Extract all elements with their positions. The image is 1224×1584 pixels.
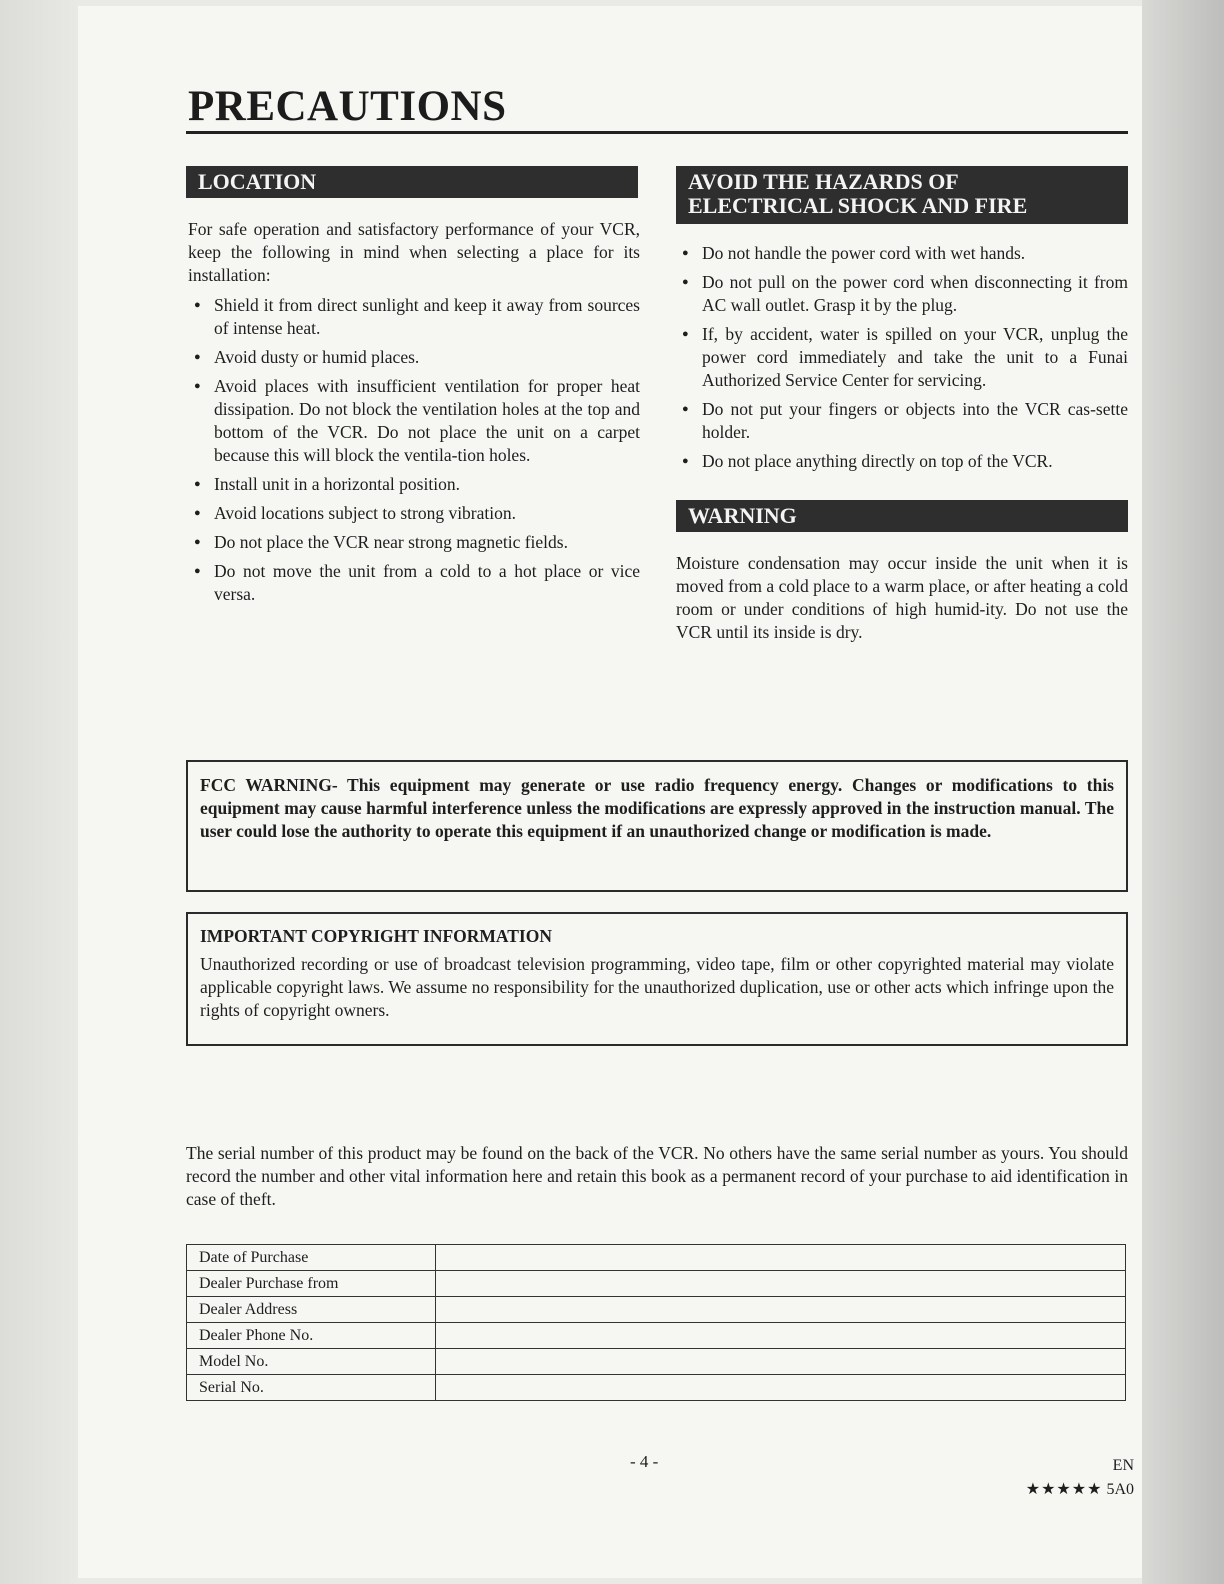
copyright-text: Unauthorized recording or use of broadcast television programming, video tape, film or other copyrighted material may violate applicable copyright laws. We assume no responsibility for the unauthorized duplication, use or other acts which infringe upon the rights of copyright owners. (200, 954, 1114, 1020)
location-heading-bar (186, 166, 638, 198)
table-cell-blank[interactable] (436, 1323, 1126, 1349)
list-item: ● Do not pull on the power cord when disconnecting it from AC wall outlet. Grasp it by the plug. (676, 271, 1128, 317)
location-list (188, 294, 640, 612)
warning-heading-bar (676, 500, 1128, 532)
table-cell-label: Date of Purchase (187, 1245, 436, 1271)
table-cell-blank[interactable] (436, 1297, 1126, 1323)
list-item: ● Do not place the VCR near strong magnetic fields. (188, 531, 640, 554)
corner-code (1026, 1454, 1134, 1502)
table-cell-label: Model No. (187, 1349, 436, 1375)
model-code: 5A0 (1106, 1481, 1134, 1498)
list-item: ● If, by accident, water is spilled on your VCR, unplug the power cord immediately and take the unit to a Funai Authorized Service Center for servicing. (676, 323, 1128, 392)
list-item: ● Do not move the unit from a cold to a hot place or vice versa. (188, 560, 640, 606)
table-cell-label: Dealer Purchase from (187, 1271, 436, 1297)
fcc-warning-box (186, 760, 1128, 892)
serial-note: The serial number of this product may be found on the back of the VCR. No others have the same serial number as yours. You should record the number and other vital information here and retain this book as a permanent record of your purchase to aid identification in case of theft. (186, 1143, 1128, 1209)
language-code: EN (1112, 1457, 1134, 1474)
list-item: ● Avoid locations subject to strong vibration. (188, 502, 640, 525)
fcc-warning-text: FCC WARNING- This equipment may generate or use radio frequency energy. Changes or modifications to this equipment may cause harmful interference unless the modifications are expressly approved in the instruction manual. The user could lose the authority to operate this equipment if an unauthorized change or modification is made. (200, 775, 1114, 841)
table-row (187, 1349, 1126, 1375)
table-cell-blank[interactable] (436, 1271, 1126, 1297)
hazards-heading-bar (676, 166, 1128, 224)
hazards-list (676, 242, 1128, 479)
location-heading: LOCATION (198, 169, 317, 194)
list-item: ● Shield it from direct sunlight and keep it away from sources of intense heat. (188, 294, 640, 340)
hazards-heading-line-2: ELECTRICAL SHOCK AND FIRE (688, 193, 1028, 218)
star-rating-mark: ★★★★★ (1025, 1481, 1103, 1498)
list-item: ● Do not handle the power cord with wet hands. (676, 242, 1128, 265)
table-cell-label: Dealer Address (187, 1297, 436, 1323)
table-cell-blank[interactable] (436, 1375, 1126, 1401)
page-number: - 4 - (630, 1452, 659, 1471)
table-cell-label: Dealer Phone No. (187, 1323, 436, 1349)
page-title: PRECAUTIONS (188, 83, 507, 130)
list-item: ● Install unit in a horizontal position. (188, 473, 640, 496)
table-cell-blank[interactable] (436, 1245, 1126, 1271)
table-row (187, 1323, 1126, 1349)
list-item: ● Avoid places with insufficient ventilation for proper heat dissipation. Do not block the ventilation holes at the top and bottom of the VCR. Do not place the unit on a carpet because this will block the ventila-tion holes. (188, 375, 640, 467)
list-item: ● Do not place anything directly on top of the VCR. (676, 450, 1128, 473)
page-edge-shadow (1142, 0, 1224, 1584)
list-item: ● Avoid dusty or humid places. (188, 346, 640, 369)
table-row (187, 1271, 1126, 1297)
copyright-box (186, 912, 1128, 1046)
left-margin-strip (0, 0, 78, 1584)
purchase-record-table (186, 1244, 1126, 1401)
location-intro: For safe operation and satisfactory performance of your VCR, keep the following in mind when selecting a place for its installation: (188, 219, 640, 285)
warning-text: Moisture condensation may occur inside the unit when it is moved from a cold place to a warm place, or after heating a cold room or under conditions of high humid-ity. Do not use the VCR until its inside is dry. (676, 553, 1128, 642)
table-row (187, 1245, 1126, 1271)
table-cell-label: Serial No. (187, 1375, 436, 1401)
list-item: ● Do not put your fingers or objects into the VCR cas-sette holder. (676, 398, 1128, 444)
title-rule (186, 131, 1128, 134)
table-row (187, 1297, 1126, 1323)
table-cell-blank[interactable] (436, 1349, 1126, 1375)
copyright-heading: IMPORTANT COPYRIGHT INFORMATION (200, 926, 552, 946)
hazards-heading-line-1: AVOID THE HAZARDS OF (688, 169, 959, 194)
table-row (187, 1375, 1126, 1401)
warning-heading: WARNING (688, 503, 797, 528)
